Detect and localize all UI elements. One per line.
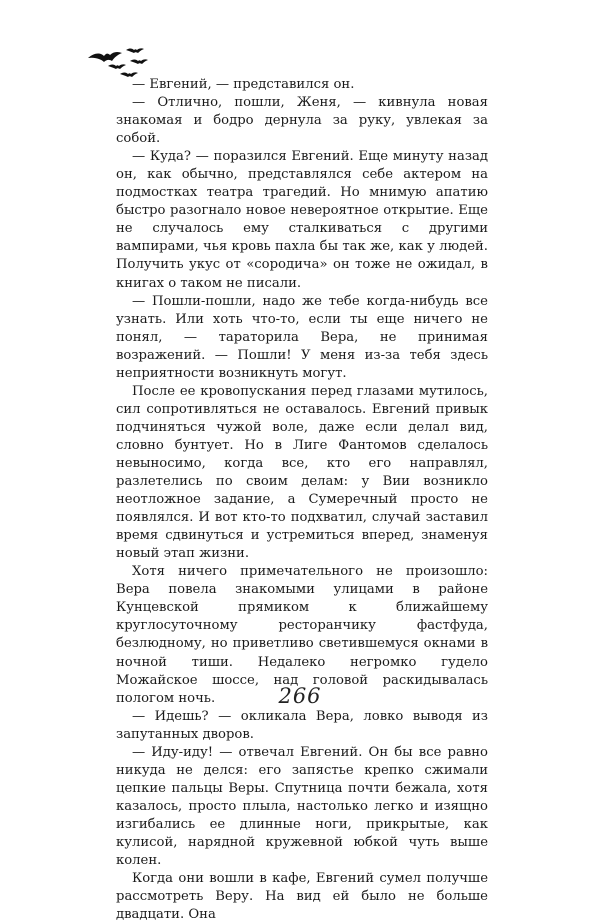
paragraph: Когда они вошли в кафе, Евгений сумел получше рассмотреть Веру. На вид ей было не больше двадцати. Она xyxy=(116,871,488,923)
bat-large-icon xyxy=(88,52,122,62)
book-page-text xyxy=(116,76,488,924)
paragraph: — Отлично, пошли, Женя, — кивнула новая знакомая и бодро дернула за руку, увлекая за собой. xyxy=(116,95,488,147)
paragraph: — Евгений, — представился он. xyxy=(132,77,355,92)
paragraph: Хотя ничего примечательного не произошло: Вера повела знакомыми улицами в районе Кунцевской прямиком к ближайшему круглосуточному ресторанчику фастфуда, безлюдному, но приветливо светившемуся окнами в ночной тиши. Недалеко негромко гудело Можайское шоссе, над головой раскидывалась пологом ночь. xyxy=(116,564,488,706)
paragraph: — Идешь? — окликала Вера, ловко выводя из запутанных дворов. xyxy=(116,708,488,742)
paragraph: — Пошли-пошли, надо же тебе когда-нибудь все узнать. Или хоть что-то, если ты еще ничего не понял, — тараторила Вера, не принимая возражений. — Пошли! У меня из-за тебя здесь неприятности возникнуть могут. xyxy=(116,293,488,381)
bat-small-icon xyxy=(126,48,144,53)
page-number: 266 xyxy=(278,684,322,708)
paragraph: — Иду-иду! — отвечал Евгений. Он бы все равно никуда не делся: его запястье крепко сжимали цепкие пальцы Веры. Спутница почти бежала, хотя казалось, просто плыла, настолько легко и изящно изгибались ее длинные ноги, прикрытые, как кулисой, нарядной кружевной юбкой чуть выше колен. xyxy=(116,744,488,869)
paragraph: После ее кровопускания перед глазами мутилось, сил сопротивляться не оставалось. Евгений привык подчиняться чужой воле, даже если делал вид, словно бунтует. Но в Лиге Фантомов сделалось невыносимо, когда все, кто его направлял, разлетелись по своим делам: у Вии возникло неотложное задание, а Сумеречный просто не появлялся. И вот кто-то подхватил, случай заставил время сдвинуться и устремиться вперед, знаменуя новый этап жизни. xyxy=(116,383,488,562)
bat-small-icon xyxy=(108,64,126,69)
paragraph: — Куда? — поразился Евгений. Еще минуту назад он, как обычно, представлялся себе актером на подмостках театра трагедий. Но мнимую апатию быстро разогнало новое невероятное открытие. Еще не случалось ему сталкиваться с другими вампирами, чья кровь пахла бы так же, как у людей. Получить укус от «сородича» он тоже не ожидал, в книгах о таком не писали. xyxy=(116,149,488,291)
bat-small-icon xyxy=(130,59,148,64)
